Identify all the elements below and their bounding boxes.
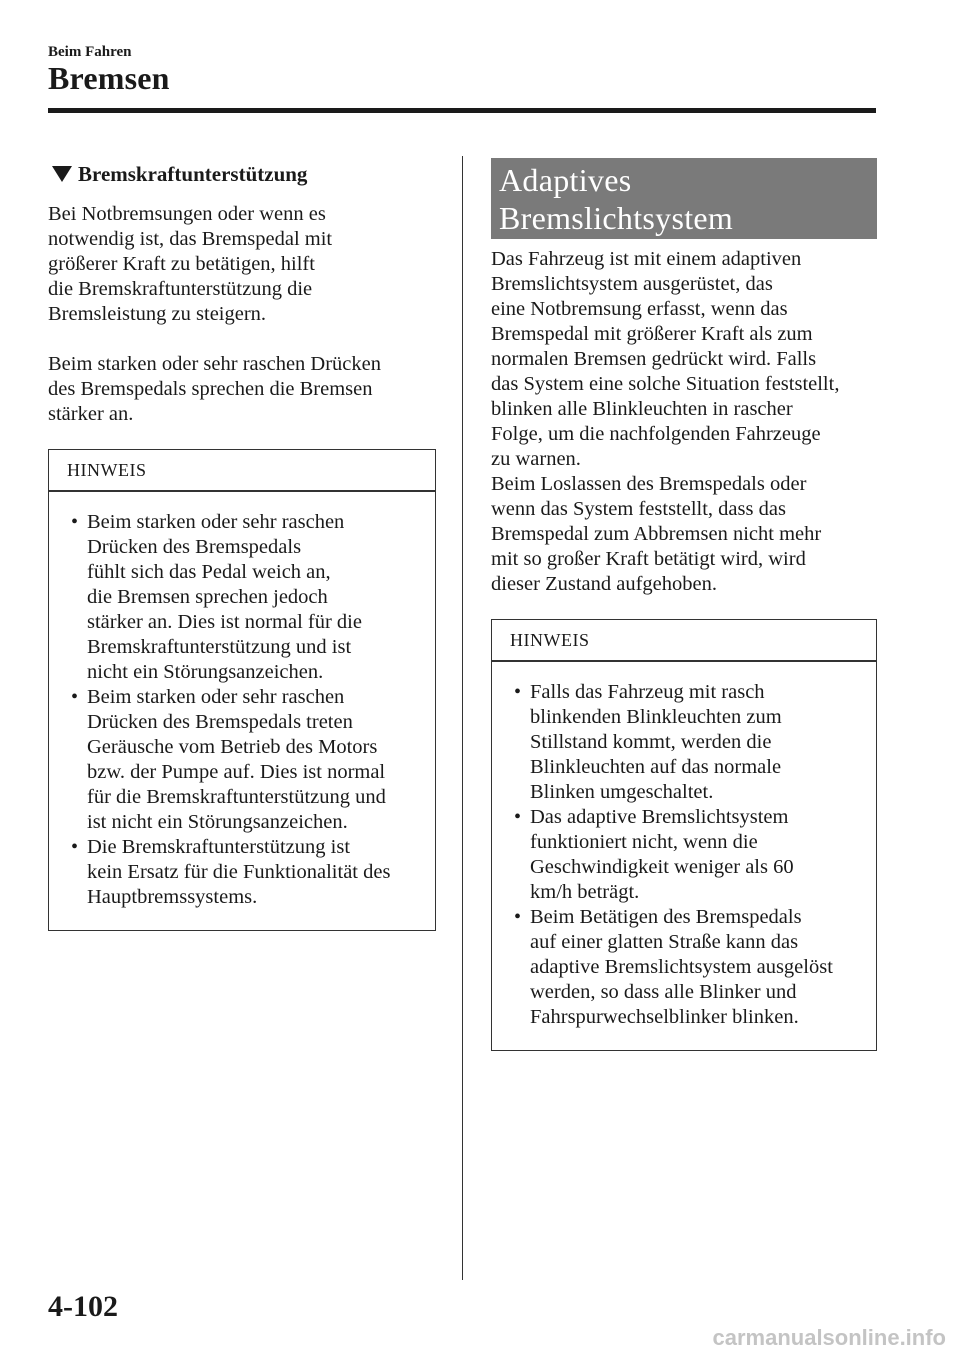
triangle-down-icon: [52, 166, 72, 182]
note-box-left: [48, 449, 436, 931]
note-title: HINWEIS: [67, 460, 147, 480]
bullet-icon: •: [71, 685, 79, 708]
note-item: [63, 510, 425, 685]
note-item: [506, 905, 866, 1030]
bullet-icon: •: [514, 805, 522, 828]
paragraph-gap: [48, 327, 436, 352]
left-paragraph-1: Bei Notbremsungen oder wenn es notwendig ist, das Bremspedal mit größerer Kraft zu betätigen, hilft die Bremskraftunterstützung die Bremsleistung zu steigern.: [48, 203, 333, 325]
note-item-text: Falls das Fahrzeug mit rasch blinkenden Blinkleuchten zum Stillstand kommt, werden die Blinkleuchten auf das normale Blinken umgeschaltet.: [530, 680, 782, 803]
section-banner: Adaptives Bremslichtsystem: [491, 158, 877, 239]
note-item-text: Beim Betätigen des Bremspedals auf einer glatten Straße kann das adaptive Bremslichtsystem ausgelöst werden, so dass alle Blinker und Fahrspurwechselblinker blinken.: [530, 905, 833, 1028]
watermark: carmanualsonline.info: [712, 1325, 946, 1350]
note-item-text: Die Bremskraftunterstützung ist kein Ersatz für die Funktionalität des Hauptbremssystems.: [87, 835, 391, 908]
subsection-heading: [48, 158, 436, 190]
bullet-icon: •: [71, 835, 79, 858]
note-item: [63, 685, 425, 835]
left-column: [48, 158, 436, 931]
note-item: [63, 835, 425, 910]
left-paragraph-2: Beim starken oder sehr raschen Drücken des Bremspedals sprechen die Bremsen stärker an.: [48, 353, 381, 425]
bullet-icon: •: [514, 680, 522, 703]
chapter-title: Bremsen: [48, 60, 170, 96]
note-item-text: Das adaptive Bremslichtsystem funktioniert nicht, wenn die Geschwindigkeit weniger als 60 km/h beträgt.: [530, 805, 794, 903]
header-rule: [48, 108, 876, 113]
note-list-right: [492, 662, 876, 1050]
bullet-icon: •: [71, 510, 79, 533]
note-item-text: Beim starken oder sehr raschen Drücken des Bremspedals treten Geräusche vom Betrieb des Motors bzw. der Pumpe auf. Dies ist normal für die Bremskraftunterstützung und ist nicht ein Störungsanzeichen.: [87, 685, 386, 833]
note-item-text: Beim starken oder sehr raschen Drücken des Bremspedals fühlt sich das Pedal weich an, die Bremsen sprechen jedoch stärker an. Dies ist normal für die Bremskraftunterstützung und ist nicht ein Störungsanzeichen.: [87, 510, 362, 683]
section-label: Beim Fahren: [48, 44, 132, 60]
right-column: [491, 158, 877, 1051]
note-item: [506, 680, 866, 805]
subsection-heading-text: Bremskraftunterstützung: [78, 161, 308, 186]
note-title: HINWEIS: [510, 630, 590, 650]
note-item: [506, 805, 866, 905]
page-number: 4-102: [48, 1290, 118, 1323]
column-divider: [462, 156, 463, 1280]
right-paragraph: Das Fahrzeug ist mit einem adaptiven Bremslichtsystem ausgerüstet, das eine Notbremsung erfasst, wenn das Bremspedal mit größerer Kraft als zum normalen Bremsen gedrückt wird. Falls das System eine solche Situation feststellt, blinken alle Blinkleuchten in rascher Folge, um die nachfolgenden Fahrzeuge zu warnen. Beim Loslassen des Bremspedals oder wenn das System feststellt, dass das Bremspedal zum Abbremsen nicht mehr mit so großer Kraft betätigt wird, wird dieser Zustand aufgehoben.: [491, 248, 840, 595]
note-box-right: [491, 619, 877, 1051]
bullet-icon: •: [514, 905, 522, 928]
note-list-left: [49, 492, 435, 930]
